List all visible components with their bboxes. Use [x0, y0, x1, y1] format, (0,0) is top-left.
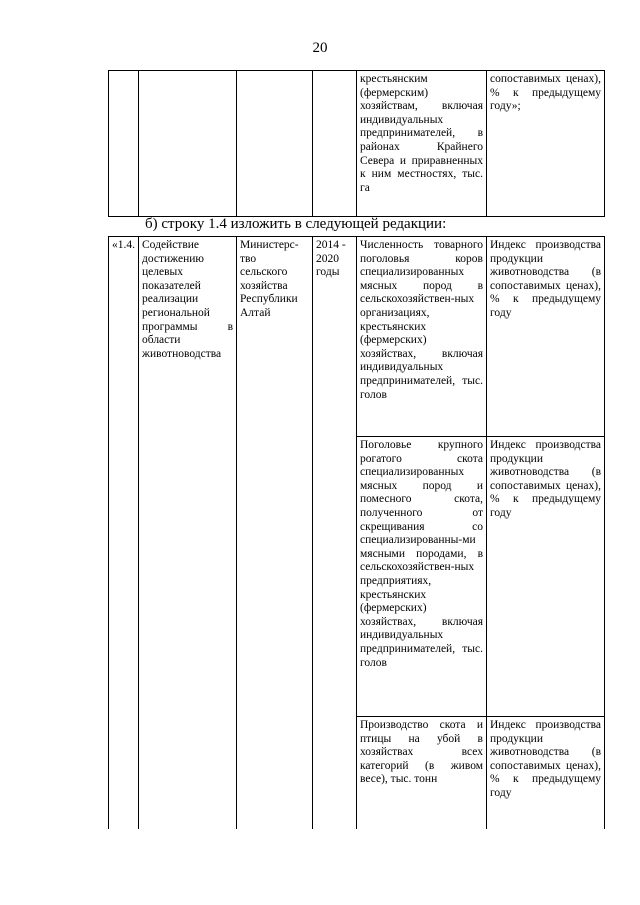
- unit-cell: сопоставимых ценах), % к предыдущему году»;: [487, 71, 605, 217]
- page-number: 20: [312, 40, 328, 56]
- cell-period: [313, 71, 357, 217]
- cell-name: [139, 71, 237, 217]
- measure-name: Содействие достижению целевых показателей реализации региональной программы в области животноводства: [139, 237, 237, 829]
- executor-line: Алтай: [240, 306, 271, 319]
- period-line: 2014 -: [316, 239, 346, 251]
- cell-executor: [237, 71, 313, 217]
- cell-number: [109, 71, 139, 217]
- executor: [237, 237, 313, 829]
- unit-1: Индекс производства продукции животноводства (в сопоставимых ценах), % к предыдущему году: [487, 237, 605, 437]
- row-1-4-table: [108, 236, 605, 829]
- period-line: 2020: [316, 252, 339, 265]
- row-number: «1.4.: [109, 237, 139, 829]
- unit-2: Индекс производства продукции животноводства (в сопоставимых ценах), % к предыдущему году: [487, 437, 605, 717]
- continuation-table: [108, 70, 605, 217]
- indicator-cell: крестьянским (фермерским) хозяйствам, включая индивидуальных предпринимателей, в районах Крайнего Севера и приравненных к ним местностях, тыс. га: [357, 71, 487, 217]
- indicator-3: Производство скота и птицы на убой в хозяйствах всех категорий (в живом весе), тыс. тонн: [357, 717, 487, 829]
- executor-line: Республики: [240, 293, 298, 306]
- indicator-2: Поголовье крупного рогатого скота специализированных мясных пород и помесного скота, полученного от скрещивания со специализированны-ми мясными породами, в сельскохозяйствен-ных предприятиях, крестьянских (фермерских) хозяйствах, включая индивидуальных предпринимателей, тыс. голов: [357, 437, 487, 717]
- instruction-text: б) строку 1.4 изложить в следующей редакции:: [145, 216, 447, 232]
- unit-3: Индекс производства продукции животноводства (в сопоставимых ценах), % к предыдущему году: [487, 717, 605, 829]
- executor-line: Министерс-: [240, 239, 299, 251]
- executor-line: сельского: [240, 266, 288, 279]
- period: [313, 237, 357, 829]
- executor-line: тво: [240, 252, 257, 265]
- executor-line: хозяйства: [240, 279, 288, 292]
- period-line: годы: [316, 266, 340, 279]
- indicator-1: Численность товарного поголовья коров специализированных мясных пород в сельскохозяйствен-ных организациях, крестьянских (фермерских) хозяйствах, включая индивидуальных предпринимателей, тыс. голов: [357, 237, 487, 437]
